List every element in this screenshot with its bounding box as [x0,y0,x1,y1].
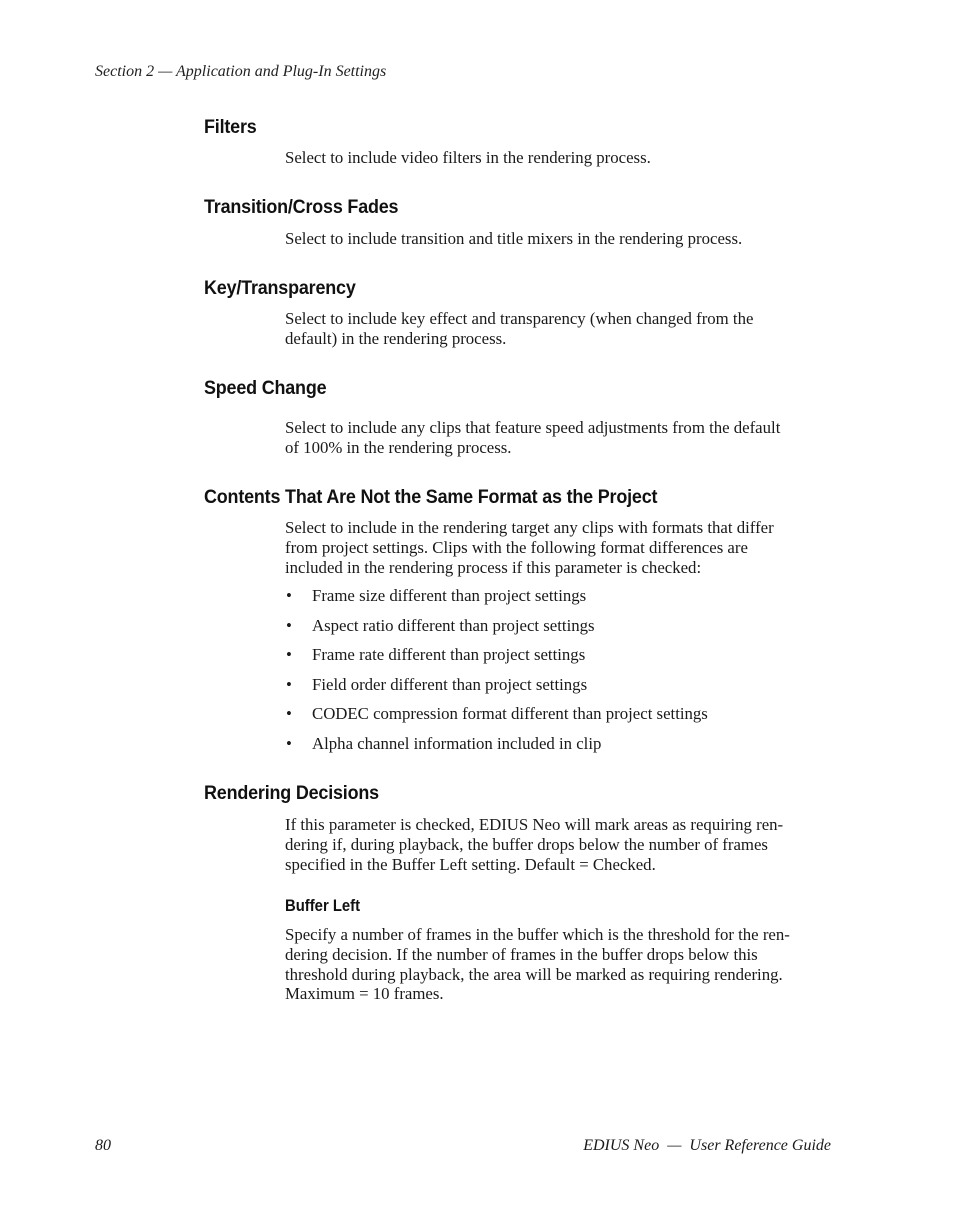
bullet-icon: • [286,733,292,753]
list-item-text: CODEC compression format different than project settings [312,704,708,723]
heading-rendering-decisions: Rendering Decisions [204,782,379,804]
heading-filters: Filters [204,116,257,138]
bullet-icon: • [286,586,292,605]
text-line: default) in the rendering process. [285,328,507,348]
text-line: specified in the Buffer Left setting. Default = Checked. [285,854,656,874]
text-line: Specify a number of frames in the buffer which is the threshold for the ren- [285,925,790,944]
list-item [285,675,845,705]
filters-description: Select to include video filters in the rendering process. [285,148,651,167]
text-line: of 100% in the rendering process. [285,437,512,457]
heading-contents-format: Contents That Are Not the Same Format as the Project [204,486,658,508]
text-line: included in the rendering process if this parameter is checked: [285,557,702,577]
text-line: dering if, during playback, the buffer drops below the number of frames [285,834,768,854]
text-line: Select to include key effect and transparency (when changed from the [285,309,754,328]
key-transparency-description [285,309,835,349]
rendering-decisions-description [285,815,835,874]
page-number: 80 [95,1137,111,1154]
list-item [285,704,845,734]
list-item-text: Frame size different than project settings [312,586,587,605]
text-line: If this parameter is checked, EDIUS Neo will mark areas as requiring ren- [285,815,784,834]
heading-buffer-left: Buffer Left [285,897,361,915]
list-item-text: Field order different than project settings [312,674,588,694]
list-item [285,734,845,764]
heading-transition-cross-fades: Transition/Cross Fades [204,196,399,218]
text-line: threshold during playback, the area will be marked as requiring rendering. [285,964,783,984]
format-differences-list [285,586,845,763]
heading-key-transparency: Key/Transparency [204,277,356,299]
text-line: dering decision. If the number of frames in the buffer drops below this [285,944,758,964]
list-item [285,645,845,675]
footer-guide-title: EDIUS Neo — User Reference Guide [583,1137,831,1154]
bullet-icon: • [286,674,292,694]
text-line: from project settings. Clips with the following format differences are [285,537,748,557]
bullet-icon: • [286,704,292,723]
buffer-left-description [285,925,835,1004]
transition-description: Select to include transition and title mixers in the rendering process. [285,229,743,248]
text-line: Maximum = 10 frames. [285,984,444,1004]
list-item-text: Frame rate different than project settings [312,645,586,664]
text-line: Select to include any clips that feature speed adjustments from the default [285,418,781,437]
running-head: Section 2 — Application and Plug-In Settings [95,63,387,80]
text-line: Select to include in the rendering target any clips with formats that differ [285,518,774,537]
list-item [285,616,845,646]
list-item-text: Alpha channel information included in clip [312,733,602,753]
bullet-icon: • [286,645,292,664]
list-item-text: Aspect ratio different than project settings [312,615,595,635]
list-item [285,586,845,616]
speed-change-description [285,418,835,458]
contents-format-description [285,518,835,577]
bullet-icon: • [286,615,292,635]
heading-speed-change: Speed Change [204,377,327,399]
